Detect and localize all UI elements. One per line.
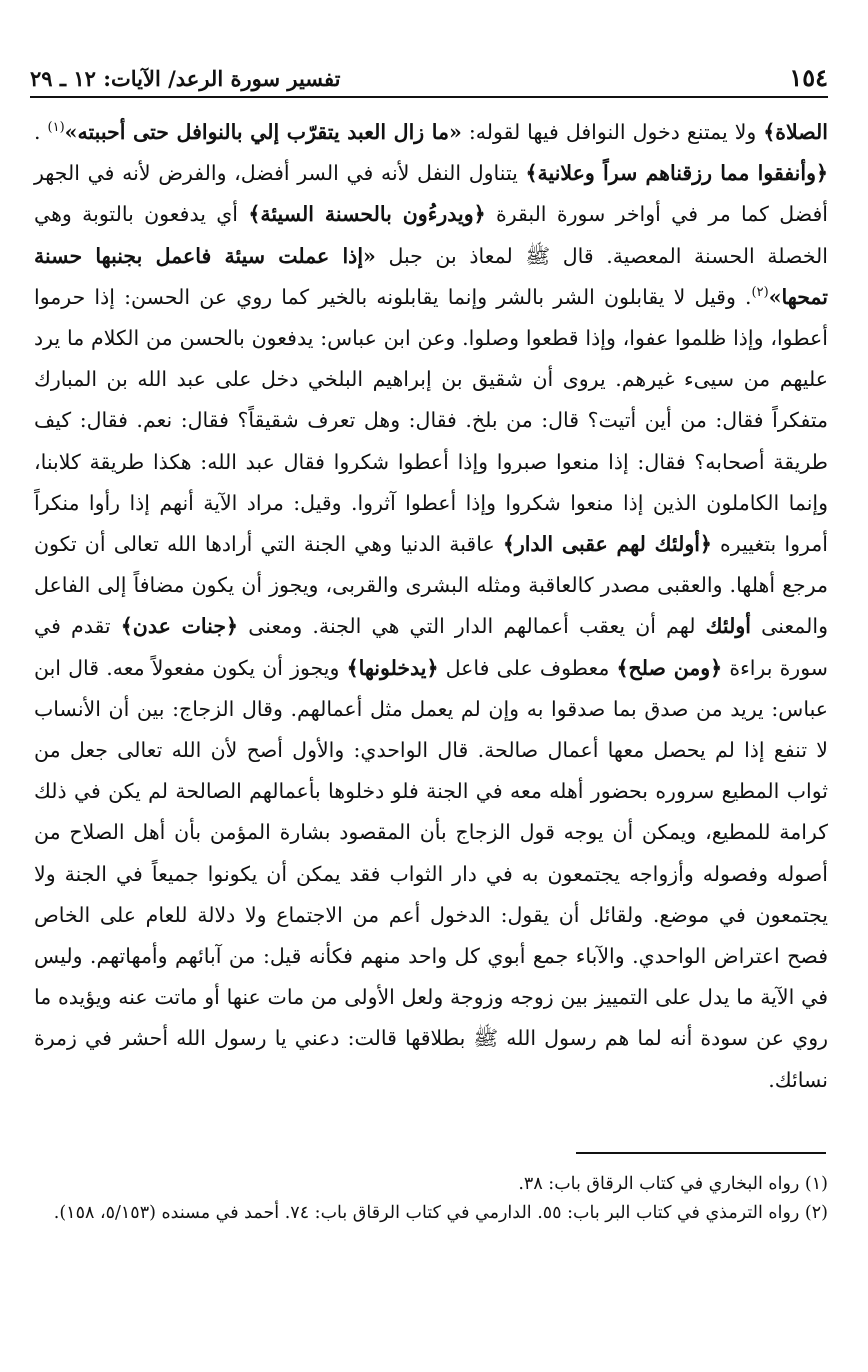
page-header [30,56,828,98]
text-run: يتناول النفل لأنه في السر أفضل، والفرض لأنه في الجهر أفضل كما مر في أواخر سورة البقرة [34,161,828,227]
footnote-1: (١) رواه البخاري في كتاب الرقاق باب: ٣٨. [518,1174,828,1194]
text-run: عاقبة الدنيا وهي الجنة التي أرادها الله تعالى أن تكون مرجع أهلها. والعقبى مصدر كالعاقبة ومثله البشرى والقربى، ويجوز أن يكون مضافاً إلى الفاعل والمعنى [34,532,828,639]
text-run: أي يدفعون بالتوبة وهي الخصلة الحسنة المعصية. قال ﷺ لمعاذ بن جبل [34,202,828,268]
text-run: . [34,120,48,144]
text-run: تقدم في سورة براءة [34,614,828,680]
body-paragraph [34,112,828,1101]
quoted-text: «إذا عملت سيئة فاعمل بجنبها حسنة تمحها» [34,243,828,309]
quoted-text: ﴿وأنفقوا مما رزقناهم سراً وعلانية﴾ [525,161,828,186]
footnote-marker: (١) [47,120,65,136]
text-run: ويجوز أن يكون مفعولاً معه. قال ابن عباس: يريد من صدق بما صدقوا به وإن لم يعمل مثل أعمالهم. وقال الزجاج: بين أن الأنساب لا تنفع إذا لم يحصل معها أعمال صالحة. قال الواحدي: والأول أصح لأن الله تعالى جعل من ثواب المطيع سروره بحضور أهله معه في الجنة فلو دخلوها بأعمالهم الصالحة لم يكن في ذلك كرامة للمطيع، ويمكن أن يوجه قول الزجاج بأن المقصود بشارة المؤمن بأن أهل الصلاح من أصوله وفصوله وأزواجه يجتمعون به في دار الثواب فقد يمكن أن يكونوا جميعاً في الجنة ولا يجتمعون في موضع. ولقائل أن يقول: الدخول أعم من الاجتماع ولا دلالة للعام على الخاص فصح اعتراض الواحدي. والآباء جمع أبوي كل واحد منهم فكأنه قيل: من آبائهم وأمهاتهم. وليس في الآية ما يدل على التمييز بين زوجه وزوجة ولعل الأولى من مات عنها أو ماتت عنه ويؤيده ما روي عن سودة أنه لما هم رسول الله ﷺ بطلاقها قالت: دعني يا رسول الله أحشر في زمرة نسائك. [34,655,828,1092]
footnotes [34,1170,828,1228]
quoted-text: ﴿ويدرءُون بالحسنة السيئة﴾ [248,202,486,227]
running-title: تفسير سورة الرعد/ الآيات: ١٢ ـ ٢٩ [30,66,341,91]
quoted-text: ﴿جنات عدن﴾ [120,614,239,639]
quoted-text: ﴿ومن صلح﴾ [616,655,723,680]
footnote-separator [576,1152,826,1154]
quoted-text: الصلاة﴾ [763,120,828,144]
text-run: . وقيل لا يقابلون الشر بالشر وإنما يقابلونه بالخير كما روي عن الحسن: إذا حرموا أعطوا، وإذا ظلموا عفوا، وإذا قطعوا وصلوا. وعن ابن عباس: يدفعون بالحسن من الكلام ما يرد عليهم من سيىء غيرهم. يروى أن شقيق بن إبراهيم البلخي دخل على عبد الله بن المبارك متفكراً فقال: من أين أتيت؟ قال: من بلخ. فقال: وهل تعرف شقيقاً؟ فقال: نعم. فقال: كيف طريقة أصحابه؟ فقال: إذا منعوا صبروا وإذا أعطوا شكروا فقال عبد الله: هكذا طريقة كلابنا، وإنما الكاملون الذين إذا منعوا شكروا وإذا أعطوا آثروا. وقيل: مراد الآية أنهم إذا رأوا منكراً أمروا بتغييره [34,284,828,557]
page-number: ١٥٤ [789,63,828,92]
footnote-2: (٢) رواه الترمذي في كتاب البر باب: ٥٥. الدارمي في كتاب الرقاق باب: ٧٤. أحمد في مسنده (٥/١٥٣، ١٥٨). [53,1203,828,1223]
text-run: معطوف على فاعل [438,655,617,680]
quoted-text: أولئك [705,614,751,639]
footnote-marker: (٢) [751,284,769,300]
quoted-text: ﴿يدخلونها﴾ [346,655,439,680]
text-run: لهم أن يعقب أعمالهم الدار التي هي الجنة. ومعنى [238,614,706,639]
quoted-text: ﴿أولئك لهم عقبى الدار﴾ [502,532,712,557]
text-run: ولا يمتنع دخول النوافل فيها لقوله: [461,120,764,144]
main-text [34,112,828,1101]
quoted-text: «ما زال العبد يتقرّب إلي بالنوافل حتى أحببته» [64,120,462,144]
